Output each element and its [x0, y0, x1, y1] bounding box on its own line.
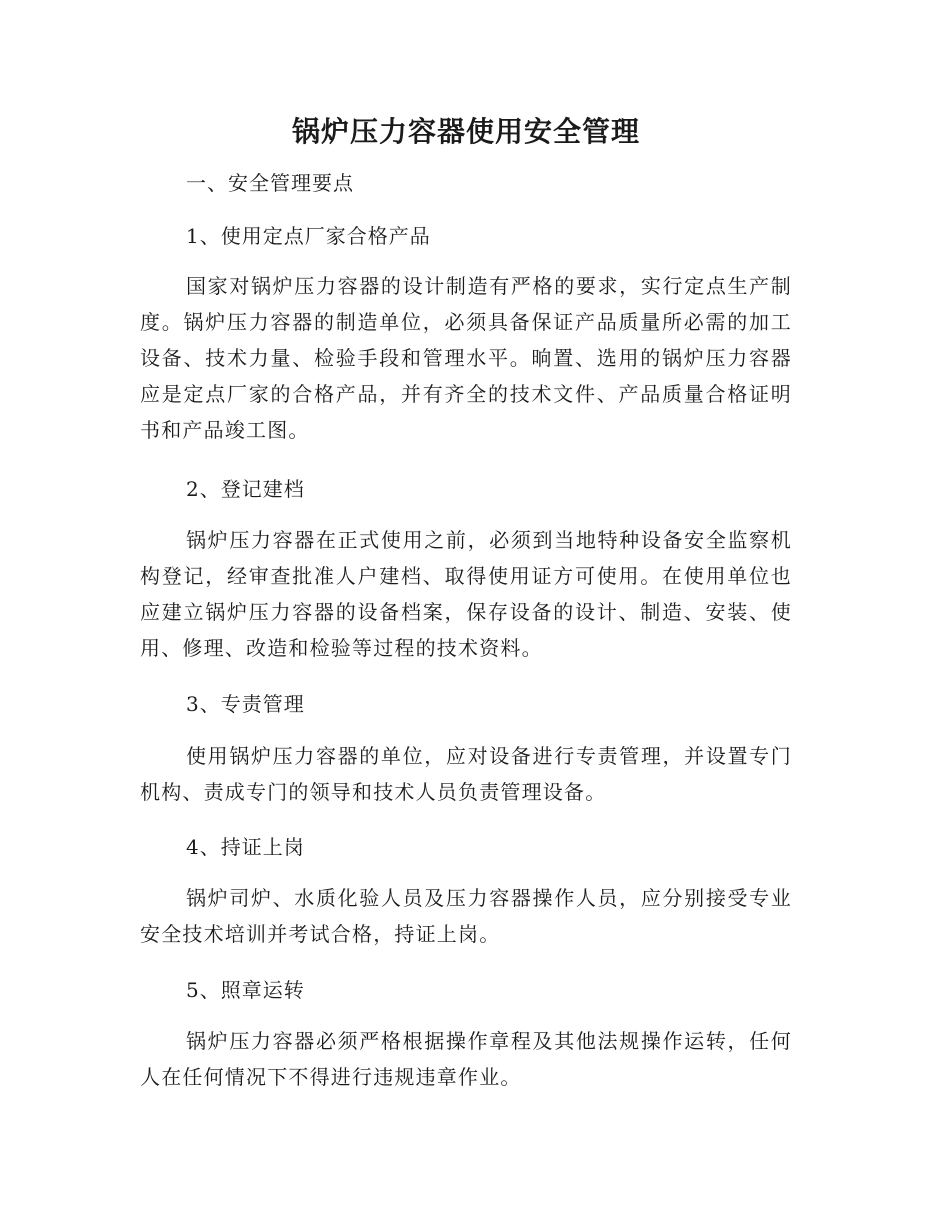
- document-title: 锅炉压力容器使用安全管理: [291, 115, 640, 148]
- item-body-1: 国家对锅炉压力容器的设计制造有严格的要求，实行定点生产制度。锅炉压力容器的制造单位，必须具备保证产品质量所必需的加工设备、技术力量、检验手段和管理水平。晌置、选用的锅炉压力容器应是定点厂家的合格产品，并有齐全的技术文件、产品质量合格证明书和产品竣工图。: [140, 274, 792, 442]
- item-heading-2: 2、登记建档: [186, 477, 305, 501]
- item-heading-5: 5、照章运转: [186, 978, 305, 1002]
- item-body-2: 锅炉压力容器在正式使用之前，必须到当地特种设备安全监察机构登记，经审查批准人户建档、取得使用证方可使用。在使用单位也应建立锅炉压力容器的设备档案，保存设备的设计、制造、安装、使用、修理、改造和检验等过程的技术资料。: [140, 528, 792, 660]
- item-body-3: 使用锅炉压力容器的单位，应对设备进行专责管理，并设置专门机构、责成专门的领导和技术人员负责管理设备。: [140, 744, 792, 804]
- item-body-5: 锅炉压力容器必须严格根据操作章程及其他法规操作运转，任何人在任何情况下不得进行违规违章作业。: [140, 1029, 792, 1089]
- item-heading-3: 3、专责管理: [186, 692, 305, 716]
- item-heading-1: 1、使用定点厂家合格产品: [186, 224, 431, 248]
- section-heading: 一、安全管理要点: [186, 171, 354, 195]
- item-heading-4: 4、持证上岗: [186, 835, 305, 859]
- item-body-4: 锅炉司炉、水质化验人员及压力容器操作人员，应分别接受专业安全技术培训并考试合格，持证上岗。: [140, 886, 792, 946]
